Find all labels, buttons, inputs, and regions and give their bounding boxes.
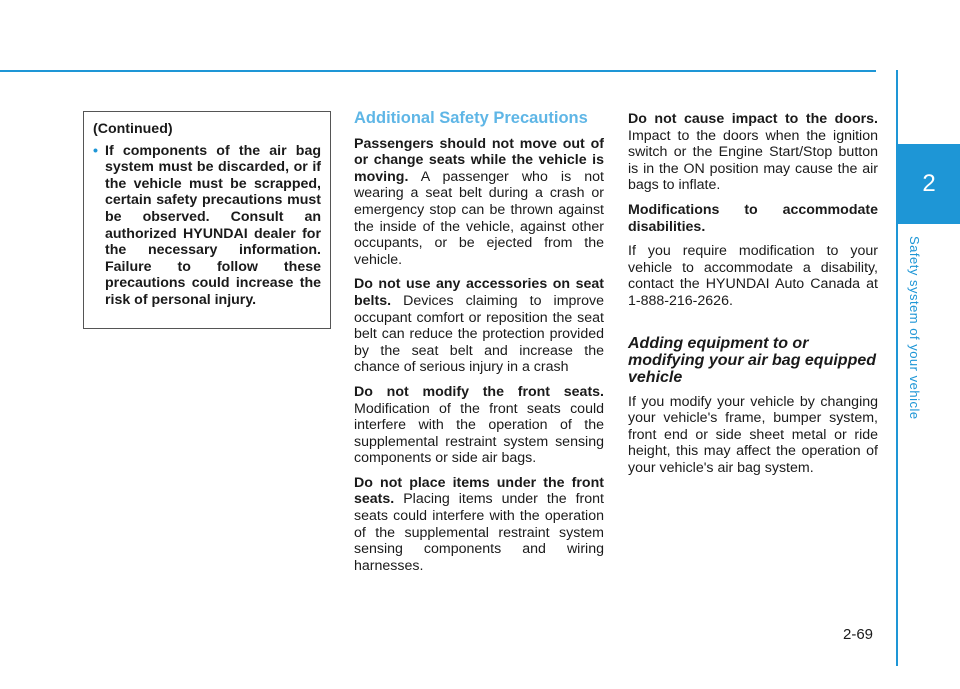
paragraph-front-seats [354, 384, 604, 467]
paragraph-body: Impact to the doors when the ignition switch or the Engine Start/Stop button is in the ON position may cause the air bags to inflate. [628, 127, 878, 194]
paragraph-adding-equipment: If you modify your vehicle by changing your vehicle's frame, bumper system, front end or side sheet metal or ride height, this may affect the operation of your vehicle's air bag system. [628, 393, 878, 476]
bullet-icon: • [93, 142, 98, 159]
paragraph-lead: Modifications to accommodate disabilities. [628, 201, 878, 235]
paragraph-body: If you require modification to your vehicle to accommodate a disability, contact the HYUNDAI Auto Canada at 1-888-216-2626. [628, 243, 878, 309]
paragraph-lead: Passengers should not move out of or change seats while the vehicle is moving. [354, 135, 604, 185]
header-rule [0, 70, 876, 72]
paragraph-lead: Do not cause impact to the doors. [628, 111, 878, 127]
chapter-title: Safety system of your vehicle [907, 236, 922, 420]
paragraph-accessories [354, 276, 604, 376]
paragraph-body: Modification of the front seats could interfere with the operation of the supplemental restraint system sensing components or side air bags. [354, 400, 604, 467]
continued-label: (Continued) [93, 121, 173, 137]
chapter-number-tab: 2 [898, 144, 960, 224]
warning-item [93, 143, 321, 309]
warning-text: If components of the air bag system must be discarded, or if the vehicle must be scrapped, certain safety precautions must be observed. Consult an authorized HYUNDAI dealer for the necessary information. Failure to follow these precautions could increase the risk of personal injury. [105, 142, 321, 308]
subsection-title: Adding equipment to or modifying your air bag equipped vehicle [628, 334, 877, 386]
paragraph-disabilities-contact [628, 243, 878, 309]
column-safety-precautions [354, 108, 604, 582]
warning-box [83, 111, 331, 329]
paragraph-body: Placing items under the front seats could interfere with the operation of the supplemental restraint system sensing components and wiring harnesses. [354, 491, 604, 574]
paragraph-lead: Do not modify the front seats. [354, 383, 604, 400]
paragraph-lead: Do not place items under the front seats. [354, 474, 604, 508]
section-title: Additional Safety Precautions [354, 109, 588, 127]
column-modifications [628, 111, 878, 485]
paragraph-items-under-seats [354, 475, 604, 575]
paragraph-disabilities-heading [628, 202, 878, 235]
paragraph-doors [628, 111, 878, 194]
page-number: 2-69 [843, 626, 874, 643]
paragraph-lead: Do not use any accessories on seat belts. [354, 276, 604, 309]
paragraph-passengers [354, 136, 604, 269]
paragraph-body: A passenger who is not wearing a seat belt during a crash or emergency stop can be thrown against the inside of the vehicle, against other occupants, or be ejected from the vehicle. [354, 168, 604, 268]
paragraph-body: Devices claiming to improve occupant comfort or reposition the seat belt can reduce the protection provided by the seat belt and increase the chance of serious injury in a crash [354, 292, 604, 376]
